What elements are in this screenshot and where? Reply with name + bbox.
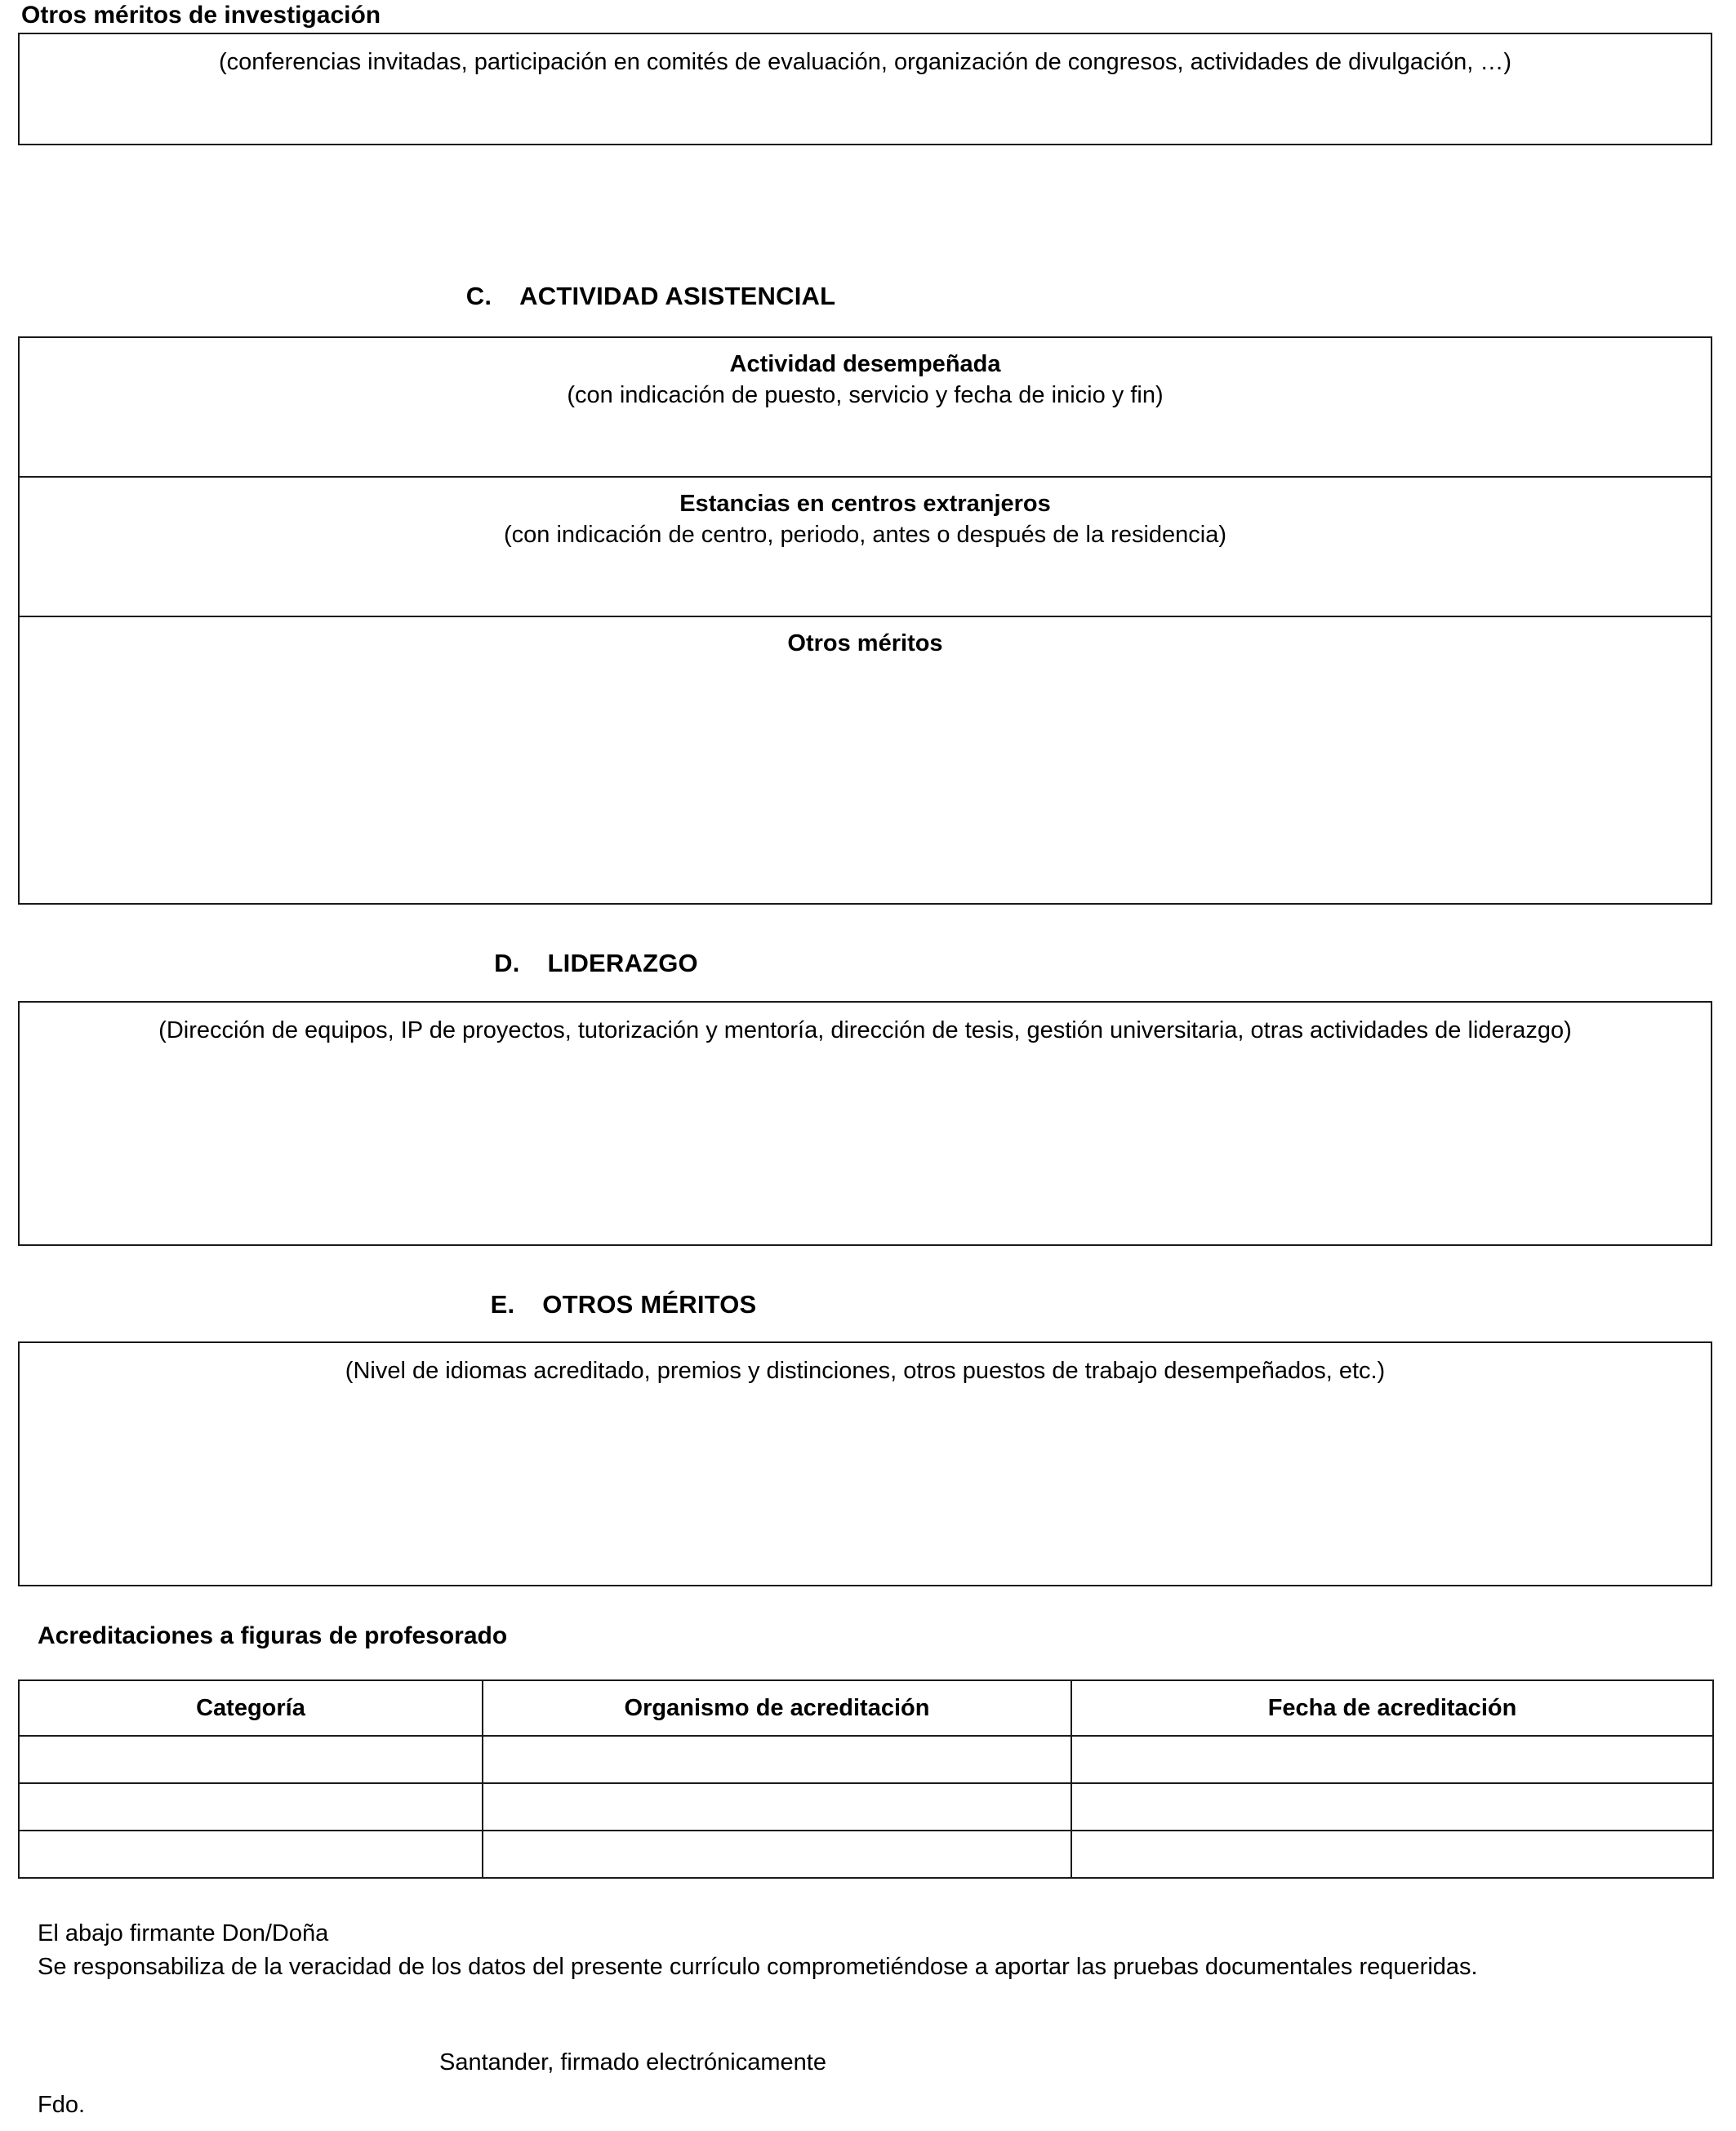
- signed-by-label: Fdo.: [38, 2092, 86, 2118]
- column-header-fecha: Fecha de acreditación: [1071, 1680, 1713, 1736]
- declaration-line-2: Se responsabiliza de la veracidad de los datos del presente currículo comprometiéndose a aportar las pruebas documentales requeridas.: [38, 1954, 1478, 1981]
- cell-fecha[interactable]: [1071, 1831, 1713, 1878]
- cell-organismo[interactable]: [483, 1783, 1071, 1831]
- section-e-note: (Nivel de idiomas acreditado, premios y distinciones, otros puestos de trabajo desempeñados, etc.): [345, 1358, 1386, 1384]
- field-actividad-desempenada-subtitle: (con indicación de puesto, servicio y fecha de inicio y fin): [567, 381, 1164, 408]
- section-c-letter: C.: [465, 282, 492, 310]
- cell-categoria[interactable]: [19, 1736, 483, 1783]
- declaration-block: [38, 1917, 1707, 1984]
- section-c-title: [0, 282, 1302, 311]
- table-header-row: [19, 1680, 1713, 1736]
- place-and-signature-note: Santander, firmado electrónicamente: [439, 2049, 826, 2075]
- section-c-title-text: ACTIVIDAD ASISTENCIAL: [519, 282, 836, 310]
- heading-otros-meritos-investigacion: Otros méritos de investigación: [21, 2, 381, 29]
- field-otros-meritos-asistencial[interactable]: [20, 617, 1711, 903]
- otros-meritos-investigacion-box[interactable]: [18, 33, 1712, 145]
- cell-organismo[interactable]: [483, 1831, 1071, 1878]
- section-e-letter: E.: [490, 1290, 515, 1319]
- cell-categoria[interactable]: [19, 1831, 483, 1878]
- table-row[interactable]: [19, 1736, 1713, 1783]
- section-d-box[interactable]: [18, 1001, 1712, 1246]
- declaration-line-1: El abajo firmante Don/Doña: [38, 1920, 329, 1946]
- field-actividad-desempenada-title: Actividad desempeñada: [729, 351, 1001, 377]
- field-estancias-subtitle: (con indicación de centro, periodo, antes o después de la residencia): [503, 521, 1227, 548]
- section-d-note: (Dirección de equipos, IP de proyectos, tutorización y mentoría, dirección de tesis, gestión universitaria, otras actividades de liderazgo): [158, 1017, 1572, 1043]
- section-e-title-text: OTROS MÉRITOS: [542, 1290, 757, 1319]
- field-actividad-desempenada[interactable]: [20, 338, 1711, 478]
- acreditaciones-table: [18, 1679, 1714, 1879]
- section-d-letter: D.: [494, 949, 520, 977]
- section-e-box[interactable]: [18, 1341, 1712, 1586]
- otros-meritos-investigacion-note: (conferencias invitadas, participación en comités de evaluación, organización de congresos, actividades de divulgación, …): [218, 49, 1511, 75]
- field-estancias-centros-extranjeros[interactable]: [20, 478, 1711, 617]
- section-d-title-text: LIDERAZGO: [547, 949, 698, 977]
- column-header-categoria: Categoría: [19, 1680, 483, 1736]
- section-e-title: [0, 1290, 1247, 1319]
- section-d-title: [0, 949, 1192, 978]
- cell-organismo[interactable]: [483, 1736, 1071, 1783]
- section-c-box: [18, 336, 1712, 905]
- cell-fecha[interactable]: [1071, 1783, 1713, 1831]
- table-row[interactable]: [19, 1783, 1713, 1831]
- field-otros-meritos-asistencial-title: Otros méritos: [787, 630, 943, 656]
- column-header-organismo: Organismo de acreditación: [483, 1680, 1071, 1736]
- field-estancias-title: Estancias en centros extranjeros: [679, 491, 1051, 517]
- cell-categoria[interactable]: [19, 1783, 483, 1831]
- table-row[interactable]: [19, 1831, 1713, 1878]
- heading-acreditaciones: Acreditaciones a figuras de profesorado: [38, 1622, 508, 1649]
- cell-fecha[interactable]: [1071, 1736, 1713, 1783]
